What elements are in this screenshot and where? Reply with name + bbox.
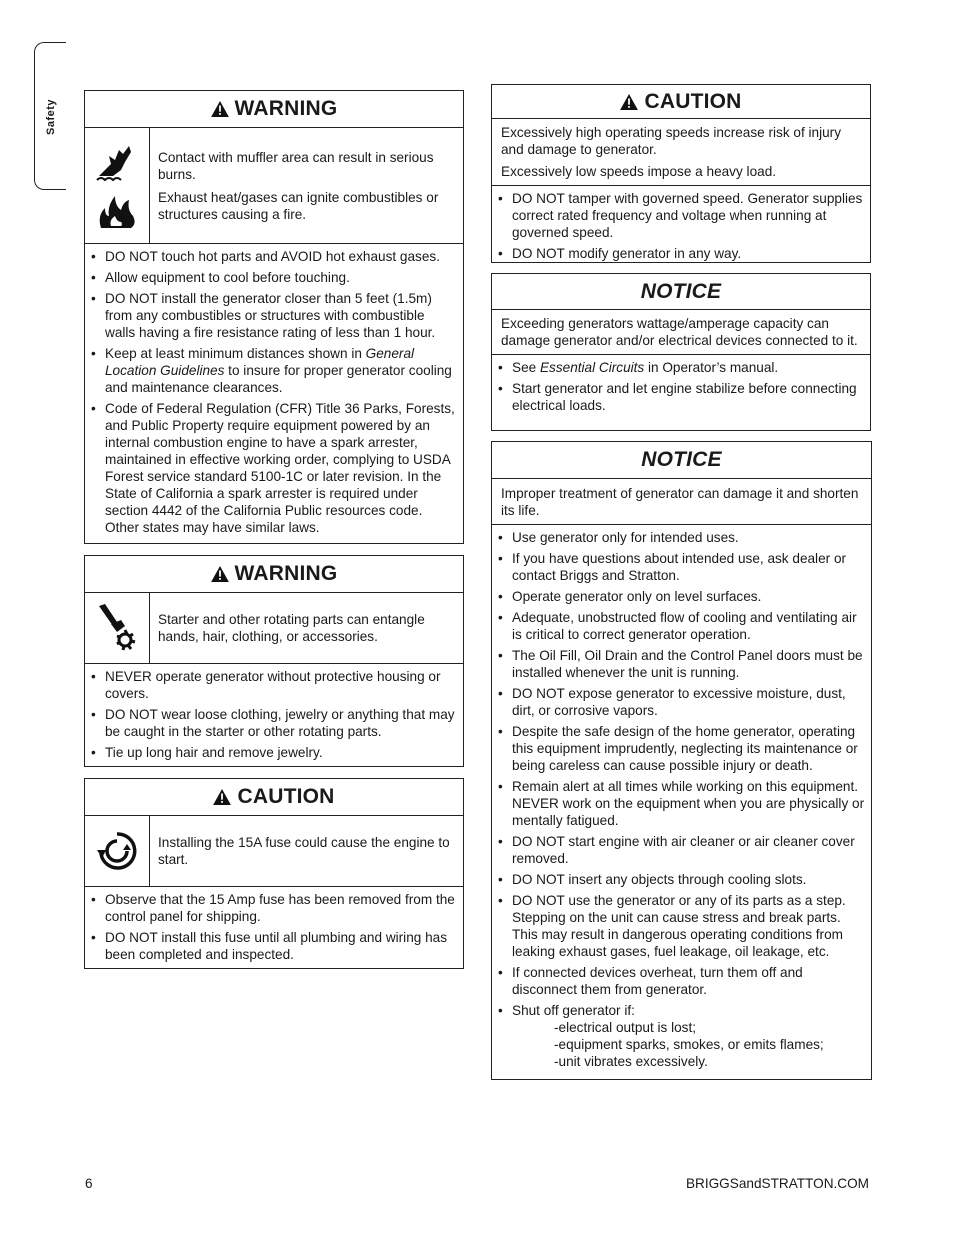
list-item: • Keep at least minimum distances shown in General Location Guidelines to insure for proper generator cooling and maintenance clearances.	[105, 345, 457, 396]
list-item: • DO NOT start engine with air cleaner or air cleaner cover removed.	[512, 833, 865, 867]
caution-box-fuse	[84, 778, 464, 969]
notice-heading: NOTICE	[492, 274, 870, 310]
shutoff-item: -equipment sparks, smokes, or emits flames;	[554, 1037, 824, 1052]
shutoff-lead: Shut off generator if:	[512, 1003, 635, 1018]
caution-box-speed	[491, 84, 871, 263]
guide-reference: General Location Guidelines	[105, 346, 415, 378]
list-item: • DO NOT use the generator or any of its parts as a step. Stepping on the unit can cause stress and break parts. This may result in dangerous operating conditions from leaking exhaust gases, fuel leakage, oil leakage, etc.	[512, 892, 865, 960]
list-item: • If you have questions about intended use, ask dealer or contact Briggs and Stratton.	[512, 550, 865, 584]
section-tab	[34, 42, 66, 190]
intro-text: Excessively high operating speeds increase risk of injury and damage to generator.	[501, 125, 842, 157]
list-item: • See Essential Circuits in Operator’s manual.	[512, 359, 864, 376]
section-tab-label: Safety	[44, 98, 57, 136]
list-item: • Allow equipment to cool before touching.	[105, 269, 457, 286]
list-item: • DO NOT install this fuse until all plumbing and wiring has been completed and inspected.	[105, 929, 457, 963]
warning-triangle-icon	[213, 789, 231, 805]
list-item: • Use generator only for intended uses.	[512, 529, 865, 546]
intro-text: Exceeding generators wattage/amperage capacity can damage generator and/or electrical devices connected to it.	[501, 316, 858, 348]
list-item: • The Oil Fill, Oil Drain and the Control Panel doors must be installed whenever the unit is running.	[512, 647, 865, 681]
list-item: • DO NOT insert any objects through cooling slots.	[512, 871, 865, 888]
warning-heading: WARNING	[85, 91, 463, 128]
warning-box-rotating-parts	[84, 555, 464, 767]
hazard-row	[85, 128, 463, 244]
hot-surface-burn-icon	[95, 142, 139, 182]
warning-bullet-list	[85, 244, 463, 540]
hazard-text-fire: Exhaust heat/gases can ignite combustibles or structures causing a fire.	[158, 189, 439, 222]
list-item: • DO NOT modify generator in any way.	[512, 245, 864, 262]
notice-box-capacity	[491, 273, 871, 431]
manual-reference: Essential Circuits	[539, 360, 645, 375]
hazard-text-burns: Contact with muffler area can result in serious burns.	[158, 149, 434, 182]
caution-heading: CAUTION	[492, 85, 870, 119]
warning-triangle-icon	[211, 566, 229, 582]
caution-heading: CAUTION	[85, 779, 463, 816]
shutoff-item: -unit vibrates excessively.	[554, 1054, 708, 1069]
notice-intro	[492, 479, 871, 525]
warning-box-hot-surfaces	[84, 90, 464, 544]
list-item: • DO NOT wear loose clothing, jewelry or anything that may be caught in the starter or other rotating parts.	[105, 706, 457, 740]
notice-intro	[492, 310, 870, 355]
automatic-start-icon	[94, 828, 140, 874]
list-item: • Adequate, unobstructed flow of cooling and ventilating air is critical to correct generator operation.	[512, 609, 865, 643]
caution-bullet-list	[85, 887, 463, 967]
fire-flame-icon	[95, 190, 139, 230]
list-item: • NEVER operate generator without protective housing or covers.	[105, 668, 457, 702]
warning-heading: WARNING	[85, 556, 463, 593]
list-item: • Code of Federal Regulation (CFR) Title 36 Parks, Forests, and Public Property require equipment powered by an internal combustion engine to have a spark arrester, maintained in effective working order, complying to USDA Forest service standard 5100-1C or later revision. In the State of California a spark arrester is required under section 4442 of the California Public resources code. Other states may have similar laws.	[105, 400, 457, 536]
list-item: • DO NOT install the generator closer than 5 feet (1.5m) from any combustibles or structures with combustible walls having a fire resistance rating of less than 1 hour.	[105, 290, 457, 341]
notice-bullet-list	[492, 525, 871, 1074]
list-item: • Remain alert at all times while working on this equipment. NEVER work on the equipment when you are physically or mentally fatigued.	[512, 778, 865, 829]
list-item: • If connected devices overheat, turn them off and disconnect them from generator.	[512, 964, 865, 998]
hazard-row	[85, 593, 463, 664]
notice-box-treatment	[491, 441, 872, 1080]
list-item: • Observe that the 15 Amp fuse has been removed from the control panel for shipping.	[105, 891, 457, 925]
hazard-text-entangle: Starter and other rotating parts can entangle hands, hair, clothing, or accessories.	[158, 612, 425, 644]
list-item: • DO NOT expose generator to excessive moisture, dust, dirt, or corrosive vapors.	[512, 685, 865, 719]
warning-bullet-list	[85, 664, 463, 765]
warning-triangle-icon	[620, 94, 638, 110]
shutoff-item: -electrical output is lost;	[554, 1020, 697, 1035]
entanglement-hand-icon	[95, 602, 139, 654]
hazard-row	[85, 816, 463, 887]
caution-intro	[492, 119, 870, 186]
notice-bullet-list	[492, 355, 870, 418]
list-item: • Despite the safe design of the home generator, operating this equipment imprudently, neglecting its maintenance or being careless can cause possible injury or death.	[512, 723, 865, 774]
intro-text: Improper treatment of generator can damage it and shorten its life.	[501, 486, 859, 518]
page-number: 6	[85, 1176, 93, 1191]
warning-triangle-icon	[211, 101, 229, 117]
list-item: • Tie up long hair and remove jewelry.	[105, 744, 457, 761]
notice-heading: NOTICE	[492, 442, 871, 479]
hazard-text-fuse: Installing the 15A fuse could cause the engine to start.	[158, 835, 450, 867]
list-item	[512, 1002, 865, 1070]
intro-text: Excessively low speeds impose a heavy load.	[501, 164, 777, 179]
list-item: • DO NOT touch hot parts and AVOID hot exhaust gases.	[105, 248, 457, 265]
caution-bullet-list	[492, 186, 870, 266]
list-item: • Start generator and let engine stabilize before connecting electrical loads.	[512, 380, 864, 414]
list-item: • DO NOT tamper with governed speed. Generator supplies correct rated frequency and voltage when running at governed speed.	[512, 190, 864, 241]
footer-website: BRIGGSandSTRATTON.COM	[685, 1176, 869, 1191]
list-item: • Operate generator only on level surfaces.	[512, 588, 865, 605]
